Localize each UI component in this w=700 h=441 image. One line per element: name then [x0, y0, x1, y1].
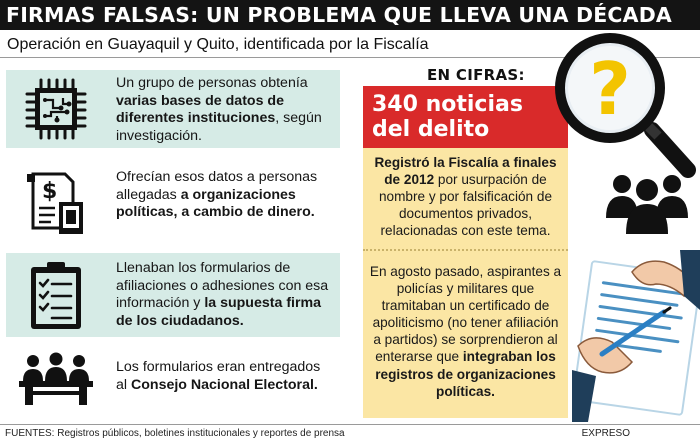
figures-label: EN CIFRAS: — [427, 66, 525, 84]
list-item — [6, 349, 340, 409]
item-text: Llenaban los formularios de afiliaciones o adhesiones con esa información y la supuesta firma de los ciudadanos. — [116, 260, 329, 329]
item-text: Ofrecían esos datos a personas allegadas a organizaciones políticas, a cambio de dinero. — [116, 169, 318, 220]
signing-document-icon — [572, 250, 700, 422]
headline-figure: 340 noticias del delito — [363, 86, 568, 148]
list-item — [6, 162, 340, 240]
page-subtitle: Operación en Guayaquil y Quito, identificada por la Fiscalía — [0, 32, 700, 58]
item-text: Un grupo de personas obtenía varias bases de datos de diferentes instituciones, según investigación. — [116, 75, 322, 144]
question-mark: ? — [589, 47, 631, 131]
figures-panel — [363, 148, 568, 418]
page-title: FIRMAS FALSAS: UN PROBLEMA QUE LLEVA UNA DÉCADA — [0, 0, 700, 30]
footer-credit: EXPRESO — [581, 428, 630, 439]
money-document-icon — [14, 166, 98, 238]
figures-paragraph: En agosto pasado, aspirantes a policías y militares que tramitaban un certificado de apoliticismo (no tener afiliación a partidos) se sorprendieron al enterarse que integraban los registros de organizaciones políticas. — [369, 264, 562, 399]
list-item — [6, 70, 340, 148]
circuit-chip-icon — [14, 76, 98, 142]
item-text: Los formularios eran entregados al Consejo Nacional Electoral. — [116, 359, 321, 393]
people-group-icon — [602, 168, 692, 240]
footer-divider — [0, 424, 700, 425]
footer-sources: FUENTES: Registros públicos, boletines institucionales y reportes de prensa — [5, 428, 345, 439]
council-people-icon — [14, 351, 98, 407]
list-item — [6, 253, 340, 337]
divider — [363, 249, 568, 251]
magnifying-glass-icon — [540, 32, 700, 182]
figures-paragraph: Registró la Fiscalía a finales de 2012 por usurpación de nombre y por falsificación de documentos privados, relacionadas con este tema. — [374, 155, 557, 239]
checklist-clipboard-icon — [14, 259, 98, 331]
svg-text:$: $ — [42, 179, 58, 204]
